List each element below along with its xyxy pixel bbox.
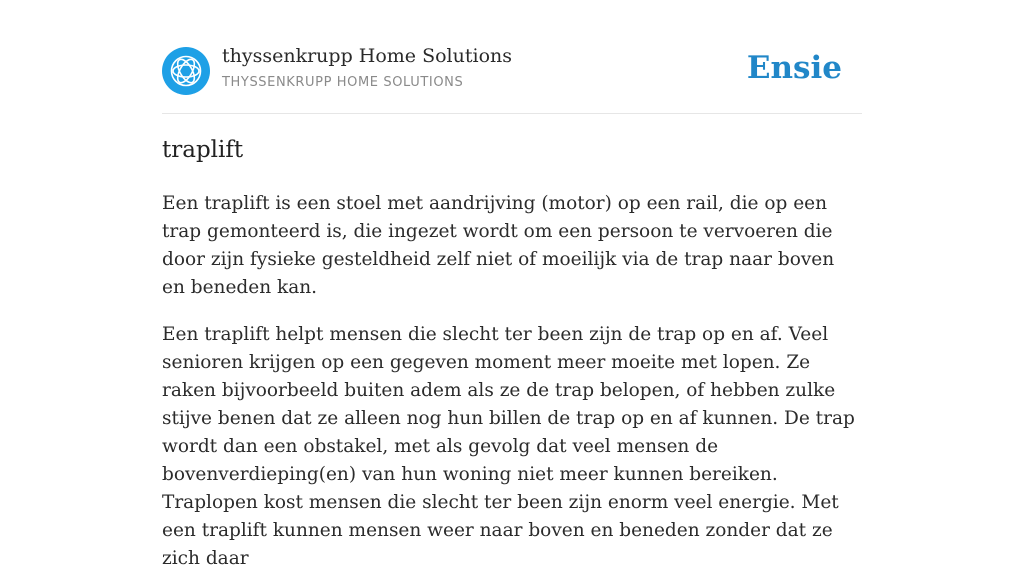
thyssenkrupp-logo-icon[interactable] xyxy=(162,47,210,95)
content-container xyxy=(162,0,862,569)
article-paragraph-1: Een traplift is een stoel met aandrijving (motor) op een rail, die op een trap gemonteerd is, die ingezet wordt om een persoon te vervoeren die door zijn fysieke gesteldheid zelf niet of moeilijk via de trap naar boven en beneden kan. xyxy=(162,193,835,298)
article-body xyxy=(162,190,862,573)
header xyxy=(162,0,862,114)
ensie-logo-link[interactable]: Ensie xyxy=(746,50,842,86)
brand-subtitle: THYSSENKRUPP HOME SOLUTIONS xyxy=(222,75,464,90)
brand-name[interactable]: thyssenkrupp Home Solutions xyxy=(222,45,513,67)
article-title: traplift xyxy=(162,137,244,163)
article-paragraph-3: Traplopen kost mensen die slecht ter been zijn enorm veel energie. Met een traplift kunnen mensen weer naar boven en beneden zonder dat ze zich daar xyxy=(162,492,839,569)
article-paragraph-2: Een traplift helpt mensen die slecht ter been zijn de trap op en af. Veel senioren krijgen op een gegeven moment meer moeite met lopen. Ze raken bijvoorbeeld buiten adem als ze de trap belopen, of hebben zulke stijve benen dat ze alleen nog hun billen de trap op en af kunnen. De trap wordt dan een obstakel, met als gevolg dat veel mensen de bovenverdieping(en) van hun woning niet meer kunnen bereiken. xyxy=(162,324,855,485)
logo-mark xyxy=(168,53,204,89)
